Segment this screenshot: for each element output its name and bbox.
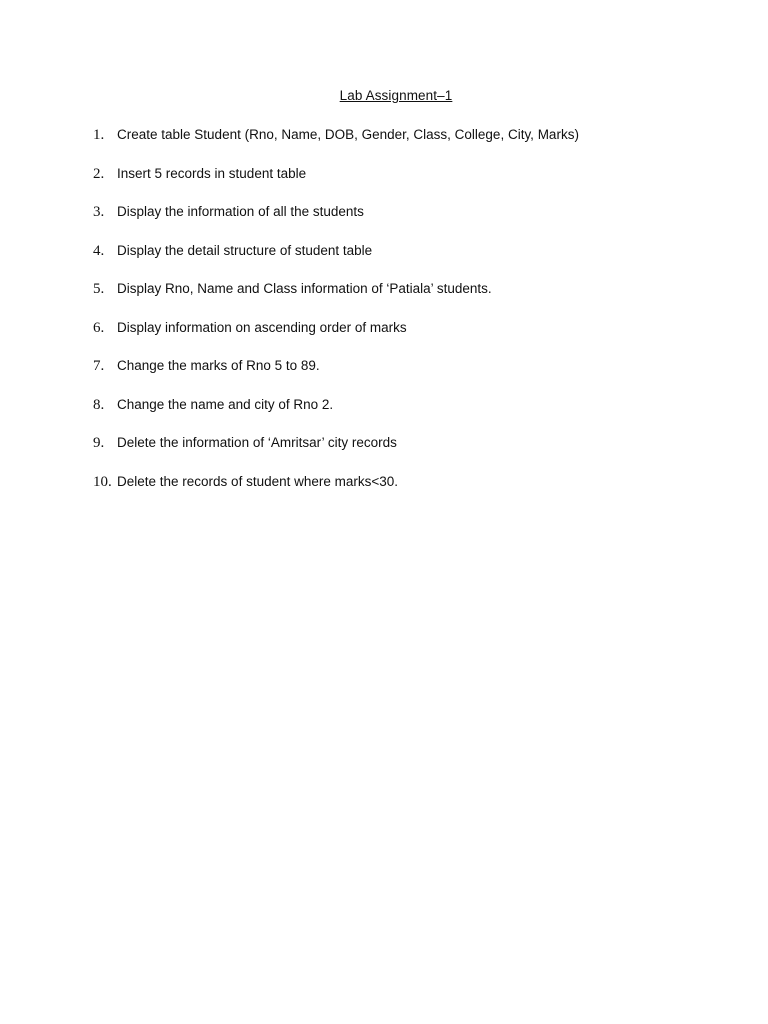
item-number: 9. xyxy=(93,435,105,451)
item-text: Display information on ascending order of marks xyxy=(117,319,407,335)
item-text: Change the marks of Rno 5 to 89. xyxy=(117,358,320,373)
item-number: 6. xyxy=(93,319,105,336)
item-text: Display Rno, Name and Class information of ‘Patiala’ students. xyxy=(117,281,492,296)
item-number: 3. xyxy=(93,204,105,220)
item-text: Display the information of all the students xyxy=(117,204,364,219)
item-text: Display the detail structure of student table xyxy=(117,242,373,258)
item-number: 4. xyxy=(93,242,105,259)
item-text: Delete the information of ‘Amritsar’ city records xyxy=(117,435,397,450)
item-text: Change the name and city of Rno 2. xyxy=(117,396,334,412)
item-number: 7. xyxy=(93,358,105,374)
item-number: 10. xyxy=(93,473,112,490)
item-number: 1. xyxy=(93,127,105,143)
item-number: 2. xyxy=(93,165,105,182)
item-text: Delete the records of student where marks<30. xyxy=(117,473,399,489)
document-title: Lab Assignment–1 xyxy=(339,88,453,103)
item-text: Insert 5 records in student table xyxy=(117,165,307,181)
item-number: 8. xyxy=(93,396,105,413)
item-text: Create table Student (Rno, Name, DOB, Gender, Class, College, City, Marks) xyxy=(117,127,579,142)
item-number: 5. xyxy=(93,281,105,297)
